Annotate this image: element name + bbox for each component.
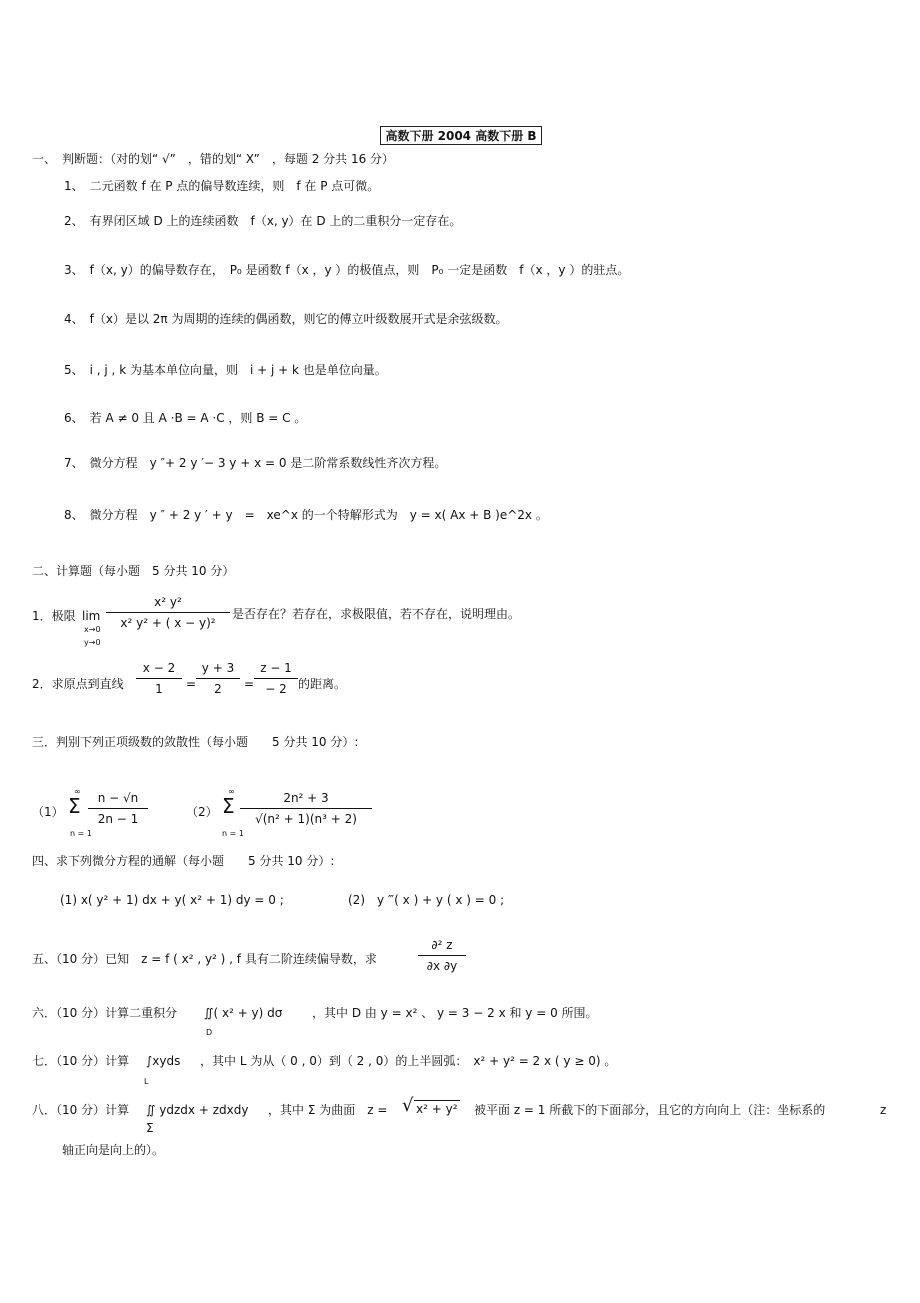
section1-item-4: 4、 f（x）是以 2π 为周期的连续的偶函数，则它的傅立叶级数展开式是余弦级数。 [64,312,508,326]
q2-fraction-1 [136,660,182,697]
q2-f1-denominator: 1 [155,682,163,696]
q1-sub-x: x→0 [84,625,101,634]
series2-numerator: 2n² + 3 [283,791,329,805]
section1-item-1: 1、 二元函数 f 在 P 点的偏导数连续，则 f 在 P 点可微。 [64,179,380,193]
section5-text: 五、（10 分）已知 z = f ( x² , y² ) , f 具有二阶连续偏导数，求 [32,952,377,966]
q2-f1-numerator: x − 2 [142,661,176,675]
section5-fraction [418,937,466,974]
q1-fraction [106,594,230,631]
section6-integral: ∬( x² + y) dσ [204,1006,283,1020]
q2-f3-denominator: − 2 [265,682,287,696]
section8-tail: z [880,1103,887,1117]
q1-prefix: 1．极限 [32,609,76,623]
series1-fraction [88,790,148,827]
series2-fraction [240,790,372,827]
section6-suffix: ，其中 D 由 y = x² 、 y = 3 − 2 x 和 y = 0 所围。 [312,1006,598,1020]
section4-heading: 四、求下列微分方程的通解（每小题 5 分共 10 分）: [32,854,335,868]
q2-suffix: 的距离。 [298,677,347,691]
section1-heading: 一、 判断题：（对的划“ √” ，错的划“ X” ，每题 2 分共 16 分） [32,152,395,166]
section1-item-8: 8、 微分方程 y ″ + 2 y ′ + y = xe^x 的一个特解形式为 y = x( Ax + B )e^2x 。 [64,508,548,522]
series2-lower: n = 1 [222,829,244,838]
q2-fraction-3 [254,660,298,697]
page-title: 高数下册 2004 高数下册 B [380,126,542,145]
section7-suffix: ，其中 L 为从（ 0 , 0）到（ 2 , 0）的上半圆弧： x² + y² = 2 x ( y ≥ 0) 。 [200,1054,617,1068]
section8-integral: ∬ ydzdx + zdxdy [146,1103,249,1117]
q2-equals-2: = [244,677,255,691]
section1-item-2: 2、 有界闭区域 D 上的连续函数 f（x, y）在 D 上的二重积分一定存在。 [64,214,462,228]
series2-denominator: √(n² + 1)(n³ + 2) [255,812,357,826]
section6-domain: D [206,1028,213,1037]
q2-prefix: 2．求原点到直线 [32,677,124,691]
series1-denominator: 2n − 1 [97,812,139,826]
section8-line2: 轴正向是向上的）。 [62,1143,165,1157]
q1-lim: lim [82,609,101,623]
section3-heading: 三．判别下列正项级数的敛散性（每小题 5 分共 10 分）: [32,735,359,749]
section6-prefix: 六．（10 分）计算二重积分 [32,1006,178,1020]
section5-numerator: ∂² z [431,938,453,952]
series1-label: （1） [32,805,64,819]
section5-denominator: ∂x ∂y [426,959,458,973]
series2-upper: ∞ [228,787,235,796]
q1-numerator: x² y² [154,595,182,609]
section8-surface: Σ [146,1121,154,1135]
section4-eq1: (1) x( y² + 1) dx + y( x² + 1) dy = 0 ; [60,893,284,907]
section8-mid: ，其中 Σ 为曲面 z = [268,1103,388,1117]
series1-lower: n = 1 [70,829,92,838]
q2-f2-numerator: y + 3 [201,661,235,675]
section7-integral: ∫xyds [146,1054,181,1068]
section8-prefix: 八．（10 分）计算 [32,1103,130,1117]
section7-prefix: 七．（10 分）计算 [32,1054,130,1068]
q2-f2-denominator: 2 [214,682,222,696]
sqrt-icon: √ [402,1095,414,1116]
series1-upper: ∞ [74,787,81,796]
section8-suffix: 被平面 z = 1 所截下的下面部分，且它的方向向上（注：坐标系的 [474,1103,826,1117]
q1-suffix: 是否存在？若存在，求极限值，若不存在，说明理由。 [232,607,521,621]
series1-numerator: n − √n [97,791,139,805]
section2-heading: 二、计算题（每小题 5 分共 10 分） [32,564,235,578]
q1-sub-y: y→0 [84,638,101,647]
sigma-icon: Σ [222,794,235,818]
section7-path: L [144,1077,149,1086]
section1-item-6: 6、 若 A ≠ 0 且 A ·B = A ·C ，则 B = C 。 [64,411,307,425]
section1-item-7: 7、 微分方程 y ″+ 2 y ′− 3 y + x = 0 是二阶常系数线性齐次方程。 [64,456,447,470]
q2-f3-numerator: z − 1 [260,661,292,675]
section4-eq2: (2) y ‴( x ) + y ( x ) = 0 ; [348,893,505,907]
q2-equals-1: = [186,677,197,691]
q1-denominator: x² y² + ( x − y)² [120,616,216,630]
series2-label: （2） [186,805,218,819]
sigma-icon: Σ [68,794,81,818]
section8-radicand: x² + y² [416,1102,458,1116]
q2-fraction-2 [196,660,240,697]
section1-item-5: 5、 i , j , k 为基本单位向量，则 i + j + k 也是单位向量。 [64,363,387,377]
section1-item-3: 3、 f（x, y）的偏导数存在， P₀ 是函数 f（x ，y ）的极值点，则 P₀ 一定是函数 f（x ，y ）的驻点。 [64,263,630,277]
